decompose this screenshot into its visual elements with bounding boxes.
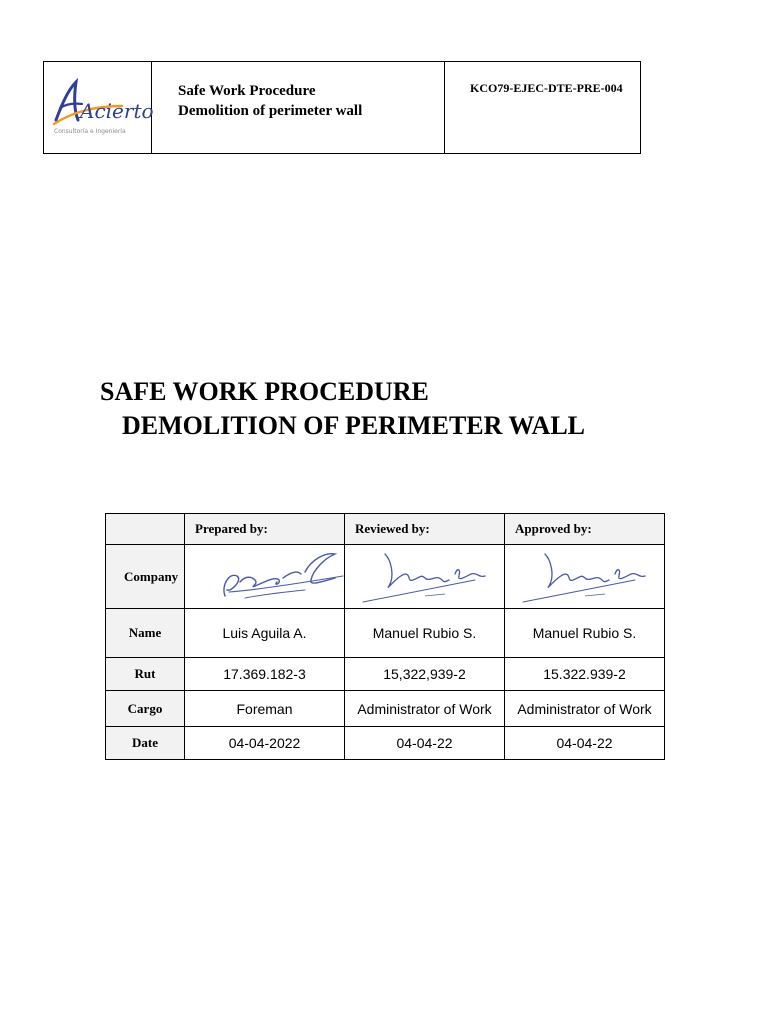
rut-prepared: 17.369.182-3 (185, 658, 345, 691)
cargo-row (106, 691, 665, 727)
signature-image (345, 546, 504, 608)
header-prepared-by: Prepared by: (185, 514, 345, 545)
document-header (43, 61, 641, 154)
cargo-reviewed: Administrator of Work (345, 691, 505, 727)
rut-row (106, 658, 665, 691)
row-label-name: Name (106, 609, 185, 658)
row-label-date: Date (106, 727, 185, 760)
logo-wordmark: Acierto (80, 99, 154, 123)
date-row (106, 727, 665, 760)
row-label-rut: Rut (106, 658, 185, 691)
signature-prepared (185, 545, 345, 609)
rut-reviewed: 15,322,939-2 (345, 658, 505, 691)
main-title (100, 375, 585, 443)
logo-cell (44, 62, 152, 153)
row-label-company: Company (106, 545, 185, 609)
cargo-prepared: Foreman (185, 691, 345, 727)
main-title-line1: SAFE WORK PROCEDURE (100, 377, 429, 406)
row-label-cargo: Cargo (106, 691, 185, 727)
date-reviewed: 04-04-22 (345, 727, 505, 760)
corner-cell (106, 514, 185, 545)
header-reviewed-by: Reviewed by: (345, 514, 505, 545)
approval-header-row (106, 514, 665, 545)
name-approved: Manuel Rubio S. (505, 609, 665, 658)
signature-image (505, 546, 664, 608)
company-logo (52, 76, 154, 136)
header-code-cell (445, 62, 640, 153)
name-prepared: Luis Aguila A. (185, 609, 345, 658)
name-row (106, 609, 665, 658)
signature-image (185, 546, 344, 608)
main-title-line2: DEMOLITION OF PERIMETER WALL (122, 411, 586, 440)
date-approved: 04-04-22 (505, 727, 665, 760)
name-reviewed: Manuel Rubio S. (345, 609, 505, 658)
company-row (106, 545, 665, 609)
signature-reviewed (345, 545, 505, 609)
signature-approved (505, 545, 665, 609)
date-prepared: 04-04-2022 (185, 727, 345, 760)
cargo-approved: Administrator of Work (505, 691, 665, 727)
document-code: KCO79-EJEC-DTE-PRE-004 (470, 81, 623, 95)
header-title-cell (152, 62, 445, 153)
approval-table (105, 513, 665, 760)
header-title-line1: Safe Work Procedure (178, 83, 316, 99)
header-approved-by: Approved by: (505, 514, 665, 545)
rut-approved: 15.322.939-2 (505, 658, 665, 691)
header-title-line2: Demolition of perimeter wall (178, 103, 363, 119)
logo-tagline: Consultoría e Ingeniería (54, 128, 126, 135)
